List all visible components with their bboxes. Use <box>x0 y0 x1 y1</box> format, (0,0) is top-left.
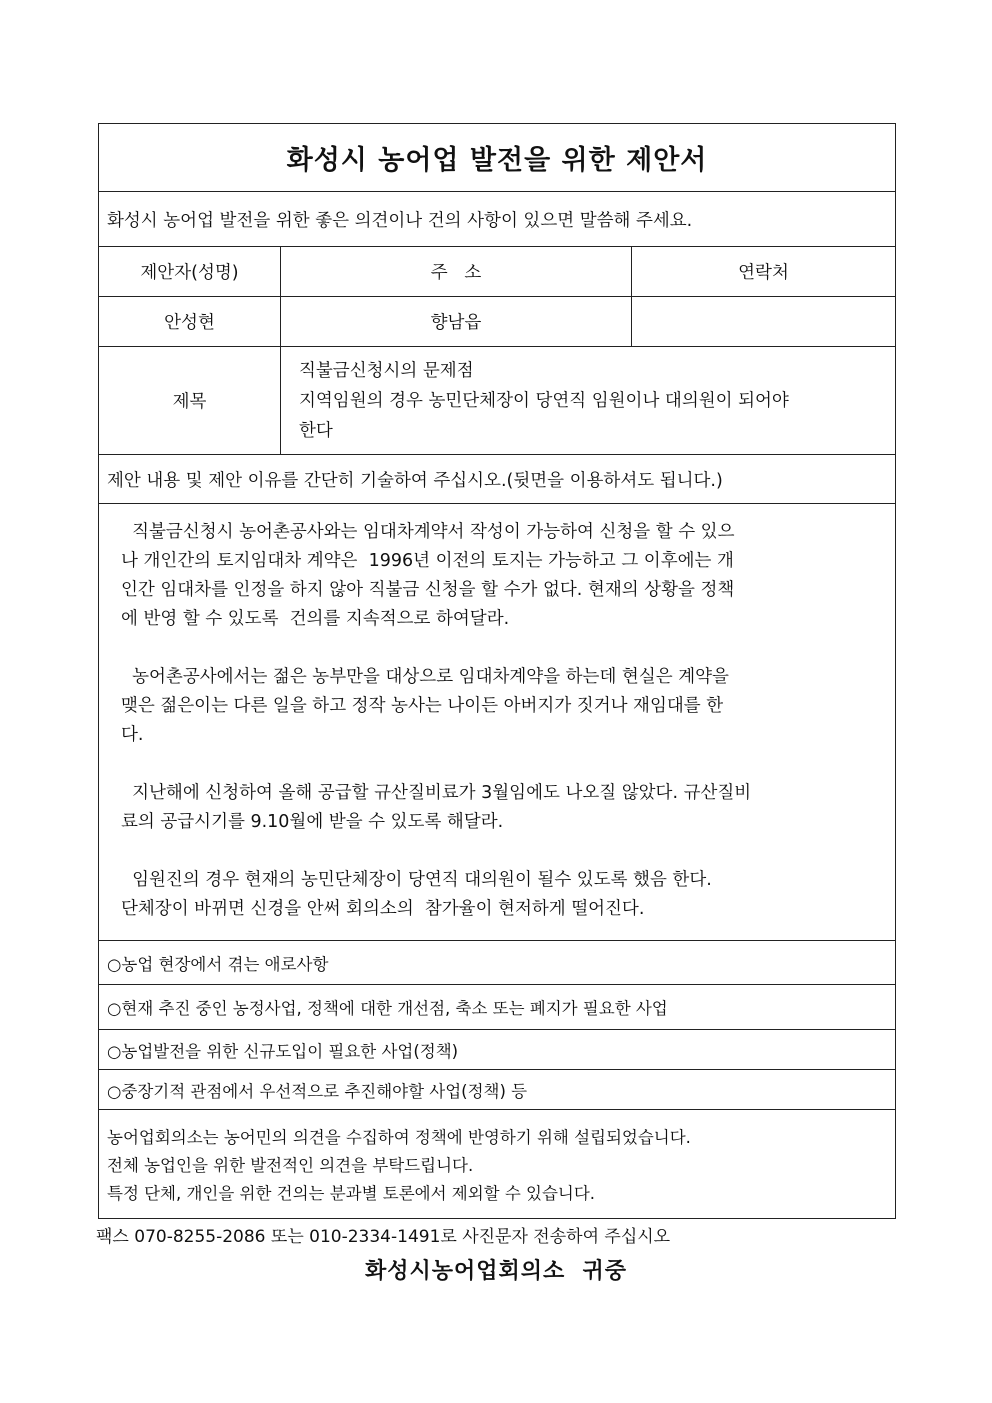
contact-value[interactable] <box>632 297 895 346</box>
body-line: 에 반영 할 수 있도록 건의를 지속적으로 하여달라. <box>121 609 510 629</box>
guide-text: 제안 내용 및 제안 이유를 간단히 기술하여 주십시오.(뒷면을 이용하셔도 됩니다.) <box>99 454 895 503</box>
body-line: 맺은 젊은이는 다른 일을 하고 정작 농사는 나이든 아버지가 짓거나 재임대를 한 <box>121 696 724 716</box>
fax-instructions: 팩스 070-8255-2086 또는 010-2334-1491로 사진문자 전송하여 주십시오 <box>96 1227 671 1247</box>
body-line: 다. <box>121 725 144 745</box>
signature: 화성시농어업회의소 귀중 <box>364 1259 628 1284</box>
body-line: 단체장이 바뀌면 신경을 안써 회의소의 참가율이 현저하게 떨어진다. <box>121 899 645 919</box>
body-paragraph <box>121 866 871 924</box>
subject-label: 제목 <box>99 347 281 454</box>
address-header: 주 소 <box>281 247 632 296</box>
body-line: 료의 공급시기를 9.10월에 받을 수 있도록 해달라. <box>121 812 504 832</box>
subject-line: 지역임원의 경우 농민단체장이 당연직 임원이나 대의원이 되어야 <box>299 390 789 411</box>
topic-item: ○농업 현장에서 겪는 애로사항 <box>99 940 895 984</box>
form-title: 화성시 농어업 발전을 위한 제안서 <box>286 145 708 176</box>
notice-line: 농어업회의소는 농어민의 의견을 수집하여 정책에 반영하기 위해 설립되었습니다. <box>107 1128 691 1147</box>
body-line: 농어촌공사에서는 젊은 농부만을 대상으로 임대차계약을 하는데 현실은 계약을 <box>121 667 729 687</box>
proposer-header: 제안자(성명) <box>99 247 281 296</box>
topic-item: ○현재 추진 중인 농정사업, 정책에 대한 개선점, 축소 또는 폐지가 필요한 사업 <box>99 984 895 1029</box>
body-line: 직불금신청시 농어촌공사와는 임대차계약서 작성이 가능하여 신청을 할 수 있으 <box>121 522 735 542</box>
subject-value[interactable] <box>281 347 895 454</box>
body-line: 지난해에 신청하여 올해 공급할 규산질비료가 3월임에도 나오질 않았다. 규산질비 <box>121 783 752 803</box>
body-line: 인간 임대차를 인정을 하지 않아 직불금 신청을 할 수가 없다. 현재의 상황을 정책 <box>121 580 735 600</box>
subject-line: 직불금신청시의 문제점 <box>299 360 474 381</box>
topic-item: ○농업발전을 위한 신규도입이 필요한 사업(정책) <box>99 1029 895 1069</box>
intro-text: 화성시 농어업 발전을 위한 좋은 의견이나 건의 사항이 있으면 말씀해 주세요. <box>99 191 895 246</box>
body-paragraph <box>121 663 871 750</box>
body-paragraph <box>121 518 871 634</box>
proposal-body[interactable] <box>99 503 895 940</box>
address-value[interactable]: 향남읍 <box>281 297 632 346</box>
proposal-form <box>98 123 896 1219</box>
body-line: 나 개인간의 토지임대차 계약은 1996년 이전의 토지는 가능하고 그 이후에는 개 <box>121 551 734 571</box>
subject-row <box>99 346 895 454</box>
value-row <box>99 296 895 346</box>
contact-header: 연락처 <box>738 263 789 283</box>
notice-line: 특정 단체, 개인을 위한 건의는 분과별 토론에서 제외할 수 있습니다. <box>107 1184 596 1203</box>
topic-item: ○중장기적 관점에서 우선적으로 추진해야할 사업(정책) 등 <box>99 1069 895 1109</box>
notice-line: 전체 농업인을 위한 발전적인 의견을 부탁드립니다. <box>107 1156 474 1175</box>
header-row <box>99 246 895 296</box>
subject-line: 한다 <box>299 420 333 441</box>
proposer-name[interactable]: 안성현 <box>99 297 281 346</box>
body-line: 임원진의 경우 현재의 농민단체장이 당연직 대의원이 될수 있도록 했음 한다. <box>121 870 712 890</box>
notice-box <box>99 1109 895 1218</box>
body-paragraph <box>121 779 871 837</box>
